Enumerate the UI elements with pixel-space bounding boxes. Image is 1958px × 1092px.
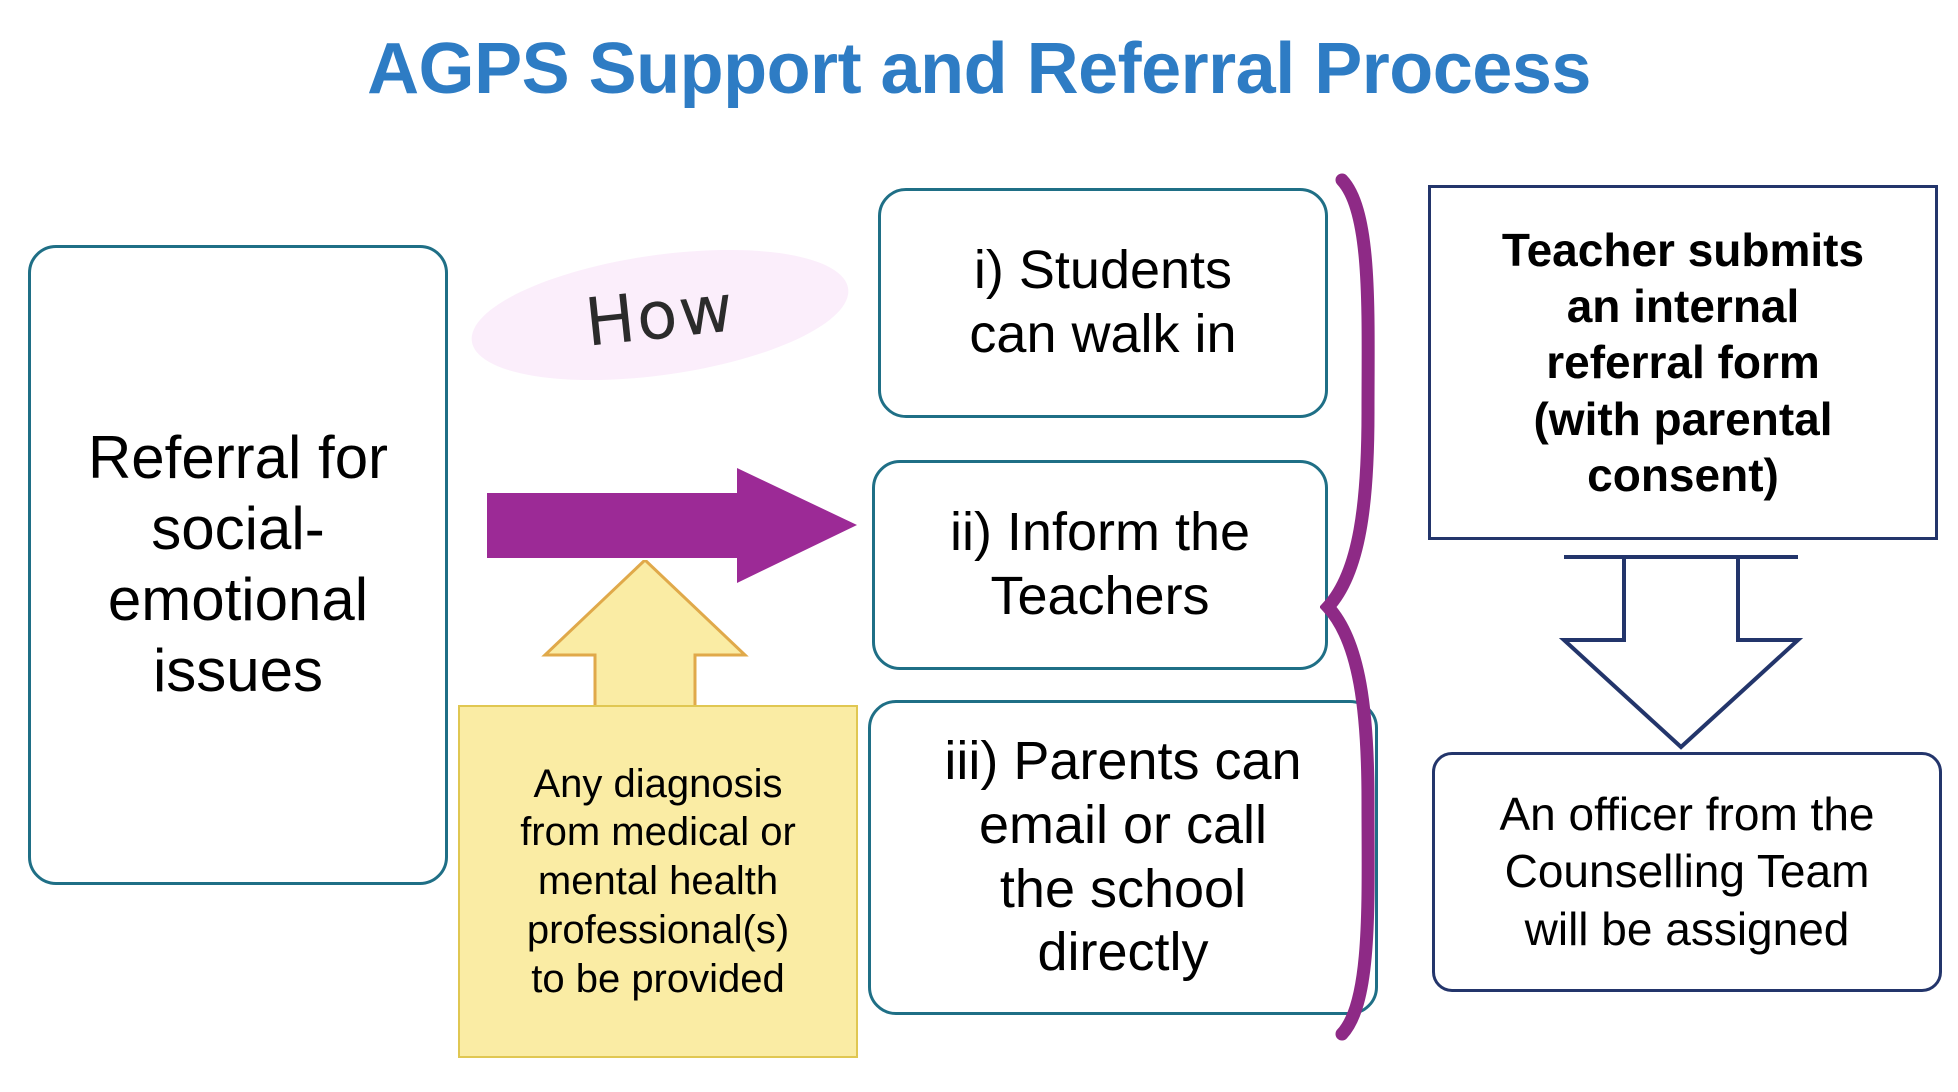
option-line: iii) Parents can <box>944 731 1302 792</box>
option-line: can walk in <box>969 304 1237 364</box>
option-students-walk-in <box>878 188 1328 418</box>
officer-box-line: An officer from the <box>1499 788 1875 841</box>
option-parents-contact <box>868 700 1378 1015</box>
option-line: email or call <box>978 794 1268 855</box>
officer-box-line: Counselling Team <box>1504 845 1870 898</box>
officer-box-line: will be assigned <box>1524 902 1850 955</box>
referral-box <box>28 245 448 885</box>
note-line: professional(s) <box>526 907 790 952</box>
option-inform-teachers <box>872 460 1328 670</box>
arrow-up-icon <box>540 560 750 720</box>
how-label: How <box>581 268 739 362</box>
note-line: to be provided <box>531 956 785 1001</box>
teacher-referral-box <box>1428 185 1938 540</box>
note-line: mental health <box>537 859 779 904</box>
note-line: from medical or <box>520 810 796 855</box>
option-line: ii) Inform the <box>949 502 1251 563</box>
option-line: directly <box>1037 922 1209 983</box>
teacher-box-line: consent) <box>1587 448 1779 501</box>
note-line: Any diagnosis <box>533 761 783 806</box>
teacher-box-line: Teacher submits <box>1501 224 1865 277</box>
teacher-box-line: referral form <box>1546 336 1820 389</box>
option-line: i) Students <box>973 240 1233 301</box>
page-title: AGPS Support and Referral Process <box>367 29 1591 109</box>
diagnosis-note <box>458 705 858 1058</box>
teacher-box-line: (with parental <box>1533 392 1833 445</box>
option-line: Teachers <box>990 566 1210 626</box>
arrow-down-icon <box>1556 552 1806 752</box>
option-line: the school <box>999 858 1247 919</box>
teacher-box-line: an internal <box>1566 280 1800 333</box>
how-annotation <box>470 245 850 385</box>
curly-brace-icon <box>1320 172 1390 1042</box>
referral-box-label: Referral for social-emotional issues <box>87 424 389 704</box>
counselling-officer-box <box>1432 752 1942 992</box>
